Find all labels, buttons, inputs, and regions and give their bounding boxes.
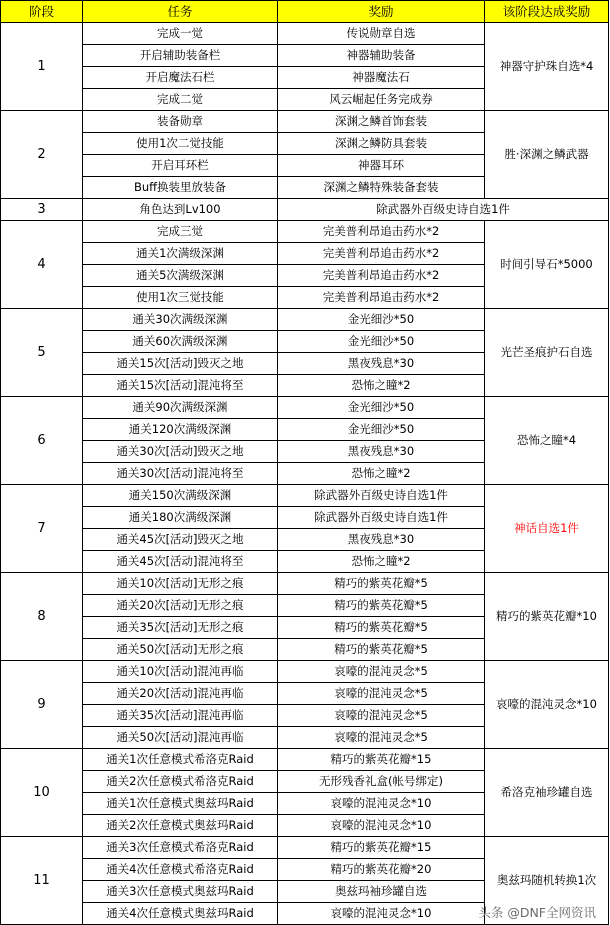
reward-cell: 除武器外百级史诗自选1件: [278, 507, 485, 529]
reward-cell: 传说勋章自选: [278, 23, 485, 45]
stage-number: 9: [1, 661, 83, 749]
reward-cell: 精巧的紫英花瓣*5: [278, 573, 485, 595]
reward-cell: 恐怖之瞳*2: [278, 463, 485, 485]
task-cell: 完成三觉: [83, 221, 278, 243]
task-cell: 通关30次满级深渊: [83, 309, 278, 331]
merged-reward-cell: 除武器外百级史诗自选1件: [278, 199, 609, 221]
header-stage-reward: 该阶段达成奖励: [485, 1, 609, 23]
task-cell: 使用1次二觉技能: [83, 133, 278, 155]
stage-number: 11: [1, 837, 83, 925]
task-cell: 角色达到Lv100: [83, 199, 278, 221]
reward-cell: 哀嚎的混沌灵念*10: [278, 903, 485, 925]
reward-cell: 精巧的紫英花瓣*15: [278, 837, 485, 859]
stage-reward-cell: 恐怖之瞳*4: [485, 397, 609, 485]
stage-number: 4: [1, 221, 83, 309]
reward-cell: 金光细沙*50: [278, 419, 485, 441]
table-body: [1, 23, 609, 925]
task-cell: 通关35次[活动]无形之痕: [83, 617, 278, 639]
task-cell: 通关60次满级深渊: [83, 331, 278, 353]
reward-cell: 黑夜残息*30: [278, 441, 485, 463]
task-cell: 通关15次[活动]毁灭之地: [83, 353, 278, 375]
stage-number: 3: [1, 199, 83, 221]
task-cell: 通关120次满级深渊: [83, 419, 278, 441]
task-cell: 完成一觉: [83, 23, 278, 45]
task-cell: 通关35次[活动]混沌再临: [83, 705, 278, 727]
reward-cell: 完美普利昂追击药水*2: [278, 221, 485, 243]
task-cell: 通关30次[活动]毁灭之地: [83, 441, 278, 463]
task-cell: 通关20次[活动]混沌再临: [83, 683, 278, 705]
watermark: 头条 @DNF全网资讯: [478, 905, 596, 920]
stage-reward-cell: 光芒圣痕护石自选: [485, 309, 609, 397]
reward-cell: 恐怖之瞳*2: [278, 551, 485, 573]
stage-reward-cell: 希洛克袖珍罐自选: [485, 749, 609, 837]
reward-cell: 黑夜残息*30: [278, 529, 485, 551]
stage-reward-cell: 时间引导石*5000: [485, 221, 609, 309]
reward-cell: 完美普利昂追击药水*2: [278, 243, 485, 265]
task-cell: 通关2次任意模式希洛克Raid: [83, 771, 278, 793]
task-cell: 通关45次[活动]混沌将至: [83, 551, 278, 573]
reward-cell: 神器辅助装备: [278, 45, 485, 67]
reward-cell: 精巧的紫英花瓣*5: [278, 617, 485, 639]
task-cell: 通关5次满级深渊: [83, 265, 278, 287]
stage-reward-cell: 哀嚎的混沌灵念*10: [485, 661, 609, 749]
task-cell: 通关1次任意模式奥兹玛Raid: [83, 793, 278, 815]
task-cell: 开启耳环栏: [83, 155, 278, 177]
reward-cell: 神器魔法石: [278, 67, 485, 89]
stage-number: 7: [1, 485, 83, 573]
stage-number: 10: [1, 749, 83, 837]
stage-reward-cell: 奥兹玛随机转换1次: [485, 837, 609, 925]
table-row: [1, 749, 609, 771]
reward-cell: 黑夜残息*30: [278, 353, 485, 375]
reward-cell: 完美普利昂追击药水*2: [278, 287, 485, 309]
table-row: [1, 199, 609, 221]
reward-cell: 无形残香礼盒(帐号绑定): [278, 771, 485, 793]
stage-number: 1: [1, 23, 83, 111]
task-cell: 装备勋章: [83, 111, 278, 133]
table-row: [1, 837, 609, 859]
reward-cell: 深渊之鳞首饰套装: [278, 111, 485, 133]
stage-number: 5: [1, 309, 83, 397]
reward-cell: 精巧的紫英花瓣*5: [278, 595, 485, 617]
reward-cell: 金光细沙*50: [278, 331, 485, 353]
task-cell: 通关4次任意模式希洛克Raid: [83, 859, 278, 881]
reward-cell: 哀嚎的混沌灵念*10: [278, 815, 485, 837]
reward-cell: 哀嚎的混沌灵念*10: [278, 793, 485, 815]
reward-cell: 精巧的紫英花瓣*15: [278, 749, 485, 771]
header-reward: 奖励: [278, 1, 485, 23]
table-row: [1, 573, 609, 595]
table-row: [1, 661, 609, 683]
table-row: [1, 397, 609, 419]
reward-cell: 哀嚎的混沌灵念*5: [278, 727, 485, 749]
reward-cell: 哀嚎的混沌灵念*5: [278, 705, 485, 727]
task-cell: 通关180次满级深渊: [83, 507, 278, 529]
reward-cell: 哀嚎的混沌灵念*5: [278, 661, 485, 683]
stage-reward-cell: 神话自选1件: [485, 485, 609, 573]
reward-cell: 哀嚎的混沌灵念*5: [278, 683, 485, 705]
task-cell: 通关10次[活动]无形之痕: [83, 573, 278, 595]
header-row: [1, 1, 609, 23]
stage-reward-cell: 神器守护珠自选*4: [485, 23, 609, 111]
task-cell: 通关1次满级深渊: [83, 243, 278, 265]
task-cell: 通关4次任意模式奥兹玛Raid: [83, 903, 278, 925]
reward-cell: 金光细沙*50: [278, 309, 485, 331]
task-cell: 开启魔法石栏: [83, 67, 278, 89]
stage-number: 2: [1, 111, 83, 199]
stage-number: 8: [1, 573, 83, 661]
table-row: [1, 309, 609, 331]
task-cell: 通关50次[活动]无形之痕: [83, 639, 278, 661]
reward-cell: 风云崛起任务完成券: [278, 89, 485, 111]
task-cell: 通关50次[活动]混沌再临: [83, 727, 278, 749]
reward-cell: 恐怖之瞳*2: [278, 375, 485, 397]
reward-cell: 精巧的紫英花瓣*5: [278, 639, 485, 661]
reward-cell: 除武器外百级史诗自选1件: [278, 485, 485, 507]
task-cell: 完成二觉: [83, 89, 278, 111]
stage-number: 6: [1, 397, 83, 485]
task-cell: 使用1次三觉技能: [83, 287, 278, 309]
task-cell: 通关10次[活动]混沌再临: [83, 661, 278, 683]
header-stage: 阶段: [1, 1, 83, 23]
reward-cell: 奥兹玛袖珍罐自选: [278, 881, 485, 903]
task-cell: 通关3次任意模式奥兹玛Raid: [83, 881, 278, 903]
table-row: [1, 23, 609, 45]
task-cell: 通关15次[活动]混沌将至: [83, 375, 278, 397]
reward-cell: 深渊之鳞特殊装备套装: [278, 177, 485, 199]
task-cell: 通关90次满级深渊: [83, 397, 278, 419]
header-task: 任务: [83, 1, 278, 23]
reward-cell: 金光细沙*50: [278, 397, 485, 419]
task-cell: 通关30次[活动]混沌将至: [83, 463, 278, 485]
task-cell: 开启辅助装备栏: [83, 45, 278, 67]
task-cell: 通关3次任意模式希洛克Raid: [83, 837, 278, 859]
reward-cell: 深渊之鳞防具套装: [278, 133, 485, 155]
reward-cell: 神器耳环: [278, 155, 485, 177]
table-row: [1, 111, 609, 133]
table-row: [1, 221, 609, 243]
task-cell: 通关2次任意模式奥兹玛Raid: [83, 815, 278, 837]
task-cell: 通关1次任意模式希洛克Raid: [83, 749, 278, 771]
reward-cell: 精巧的紫英花瓣*20: [278, 859, 485, 881]
stage-reward-cell: 精巧的紫英花瓣*10: [485, 573, 609, 661]
task-cell: 通关20次[活动]无形之痕: [83, 595, 278, 617]
table-row: [1, 485, 609, 507]
task-cell: 通关150次满级深渊: [83, 485, 278, 507]
task-cell: Buff换装里放装备: [83, 177, 278, 199]
stage-reward-cell: 胜·深渊之鳞武器: [485, 111, 609, 199]
reward-cell: 完美普利昂追击药水*2: [278, 265, 485, 287]
task-cell: 通关45次[活动]毁灭之地: [83, 529, 278, 551]
